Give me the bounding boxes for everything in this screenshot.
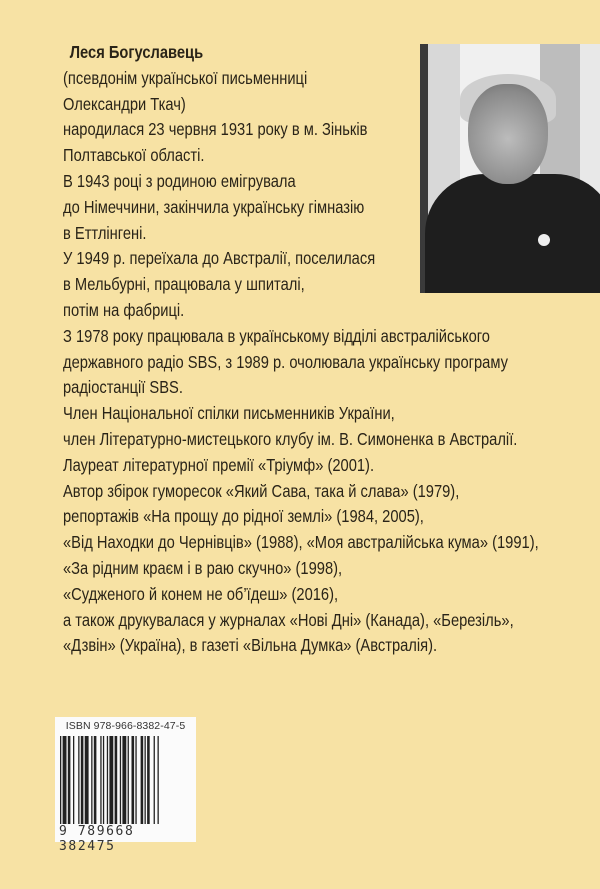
- barcode-bar: [115, 736, 118, 824]
- barcode-bar: [147, 736, 150, 824]
- barcode-bar: [91, 736, 92, 824]
- bio-line: (псевдонім української письменниці: [63, 67, 308, 88]
- bio-line: Лауреат літературної премії «Тріумф» (2001).: [63, 454, 375, 475]
- barcode-bars: [60, 736, 190, 824]
- bio-line: «Від Находки до Чернівців» (1988), «Моя австралійська кума» (1991),: [63, 532, 539, 553]
- bio-line: радіостанції SBS.: [63, 377, 183, 398]
- bio-line: в Мельбурні, працювала у шпиталі,: [63, 274, 305, 295]
- bio-line: Олександри Ткач): [63, 93, 186, 114]
- bio-line: в Еттлінгені.: [63, 222, 147, 243]
- bio-line: В 1943 році з родиною емігрувала: [63, 170, 296, 191]
- bio-line: З 1978 року працювала в українському відділі австралійського: [63, 325, 490, 346]
- barcode-bar: [73, 736, 74, 824]
- barcode-bar: [60, 736, 61, 824]
- barcode-bar: [68, 736, 71, 824]
- barcode-bar: [81, 736, 84, 824]
- barcode-bar: [158, 736, 159, 824]
- barcode-bar: [63, 736, 67, 824]
- author-name: Леся Богуславець: [69, 42, 204, 62]
- bio-line: «За рідним краєм і в раю скучно» (1998),: [63, 557, 343, 578]
- barcode-bar: [128, 736, 129, 824]
- bio-line: державного радіо SBS, з 1989 р. очолювала українську програму: [63, 351, 508, 372]
- barcode-bar: [135, 736, 136, 824]
- bio-line: член Літературно-мистецького клубу ім. В. Симоненка в Австралії.: [63, 428, 518, 449]
- barcode-bar: [132, 736, 135, 824]
- barcode-bar: [141, 736, 144, 824]
- bio-line: «Судженого й конем не об’їдеш» (2016),: [63, 583, 339, 604]
- bio-line: У 1949 р. переїхала до Австралії, поселилася: [63, 248, 376, 269]
- barcode-bar: [85, 736, 89, 824]
- bio-line: а також друкувалася у журналах «Нові Дні» (Канада), «Березіль»,: [63, 609, 514, 630]
- barcode-bar: [94, 736, 97, 824]
- barcode-bar: [122, 736, 126, 824]
- bio-line: «Дзвін» (Україна), в газеті «Вільна Думка» (Австралія).: [63, 635, 438, 656]
- author-photo: [420, 44, 600, 293]
- bio-line: репортажів «На прощу до рідної землі» (1984, 2005),: [63, 506, 424, 527]
- isbn-label: ISBN 978-966-8382-47-5: [65, 720, 186, 732]
- barcode-bar: [78, 736, 79, 824]
- barcode-bar: [107, 736, 108, 824]
- barcode-digits: 9 789668 382475: [59, 824, 135, 854]
- barcode-bar: [100, 736, 101, 824]
- barcode-bar: [109, 736, 113, 824]
- bio-line: Полтавської області.: [63, 145, 205, 166]
- barcode-bar: [120, 736, 121, 824]
- isbn-barcode: [55, 717, 196, 854]
- barcode-bar: [103, 736, 104, 824]
- barcode-bar: [145, 736, 146, 824]
- bio-line: народилася 23 червня 1931 року в м. Зіньків: [63, 119, 368, 140]
- bio-line: Автор збірок гуморесок «Який Сава, така й слава» (1979),: [63, 480, 460, 501]
- bio-line: до Німеччини, закінчила українську гімназію: [63, 196, 365, 217]
- barcode-bar: [154, 736, 155, 824]
- bio-line: потім на фабриці.: [63, 299, 185, 320]
- bio-line: Член Національної спілки письменників України,: [63, 403, 395, 424]
